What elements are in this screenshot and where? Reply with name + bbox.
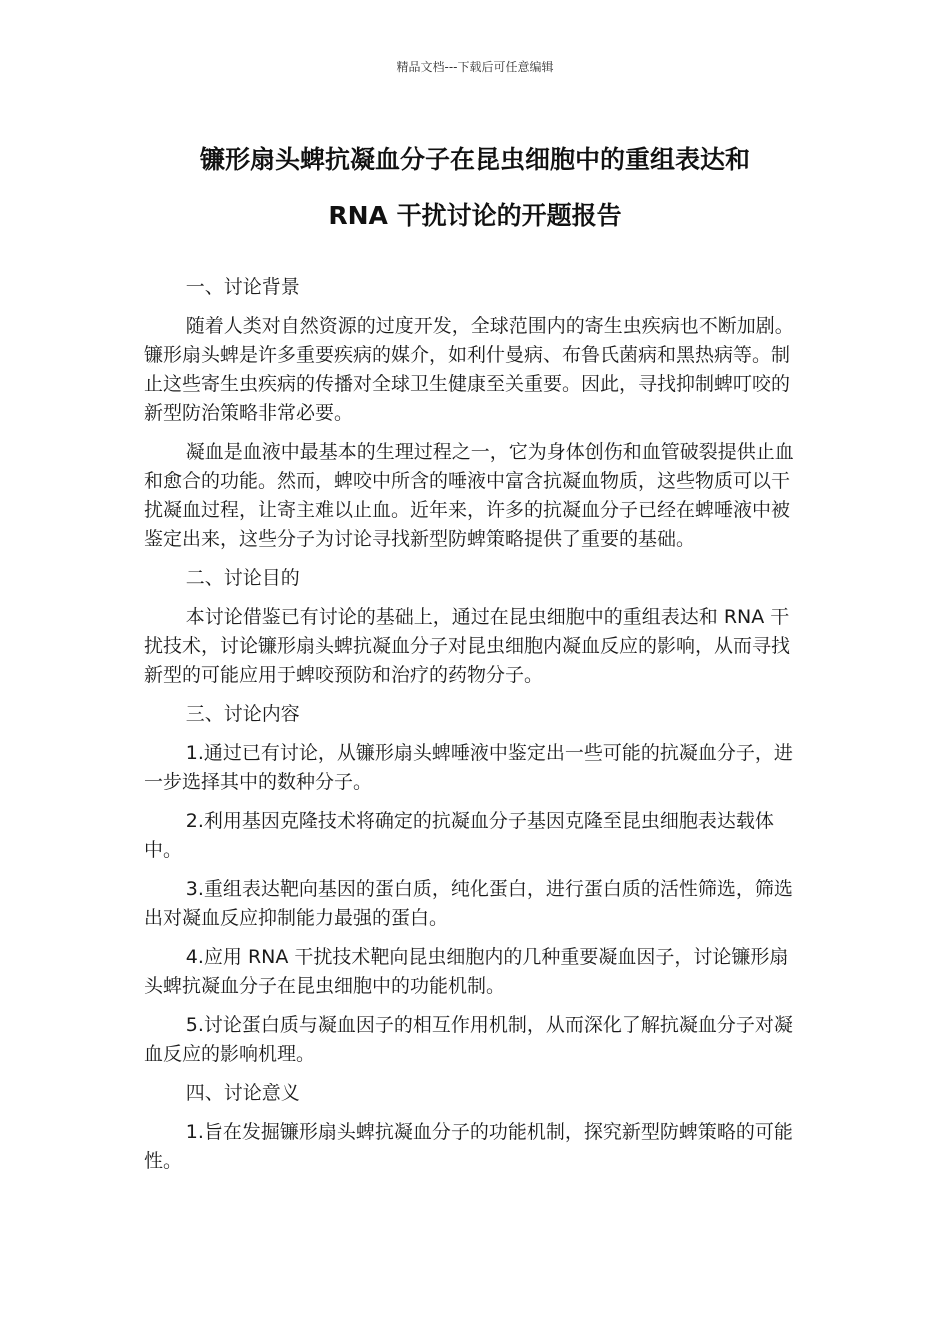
section-heading-significance: 四、讨论意义: [185, 1082, 300, 1104]
section-heading-purpose: 二、讨论目的: [185, 567, 300, 589]
header-note: 精品文档---下载后可任意编辑: [396, 60, 554, 74]
section-heading-content: 三、讨论内容: [185, 703, 300, 725]
paragraph: 随着人类对自然资源的过度开发，全球范围内的寄生虫疾病也不断加剧。镰形扇头蜱是许多重要疾病的媒介，如利什曼病、布鲁氏菌病和黑热病等。制止这些寄生虫疾病的传播对全球卫生健康至关重要。因此，寻找抑制蜱叮咬的新型防治策略非常必要。: [144, 315, 794, 424]
list-item: 1.通过已有讨论，从镰形扇头蜱唾液中鉴定出一些可能的抗凝血分子，进一步选择其中的数种分子。: [144, 742, 793, 793]
paragraph: 凝血是血液中最基本的生理过程之一，它为身体创伤和血管破裂提供止血和愈合的功能。然而，蜱咬中所含的唾液中富含抗凝血物质，这些物质可以干扰凝血过程，让寄主难以止血。近年来，许多的抗凝血分子已经在蜱唾液中被鉴定出来，这些分子为讨论寻找新型防蜱策略提供了重要的基础。: [144, 441, 794, 550]
document-title-line-1: 镰形扇头蜱抗凝血分子在昆虫细胞中的重组表达和: [199, 145, 750, 174]
list-item: 1.旨在发掘镰形扇头蜱抗凝血分子的功能机制，探究新型防蜱策略的可能性。: [144, 1121, 793, 1172]
section-heading-background: 一、讨论背景: [185, 276, 300, 298]
document-body: [144, 273, 804, 1186]
paragraph: 本讨论借鉴已有讨论的基础上，通过在昆虫细胞中的重组表达和 RNA 干扰技术，讨论镰形扇头蜱抗凝血分子对昆虫细胞内凝血反应的影响，从而寻找新型的可能应用于蜱咬预防和治疗的药物分子。: [144, 606, 791, 686]
list-item: 5.讨论蛋白质与凝血因子的相互作用机制，从而深化了解抗凝血分子对凝血反应的影响机理。: [144, 1014, 793, 1065]
document-title-line-2: RNA 干扰讨论的开题报告: [328, 201, 622, 230]
list-item: 3.重组表达靶向基因的蛋白质，纯化蛋白，进行蛋白质的活性筛选，筛选出对凝血反应抑制能力最强的蛋白。: [144, 878, 793, 929]
list-item: 4.应用 RNA 干扰技术靶向昆虫细胞内的几种重要凝血因子，讨论镰形扇头蜱抗凝血分子在昆虫细胞中的功能机制。: [144, 946, 789, 997]
list-item: 2.利用基因克隆技术将确定的抗凝血分子基因克隆至昆虫细胞表达载体中。: [144, 810, 774, 861]
